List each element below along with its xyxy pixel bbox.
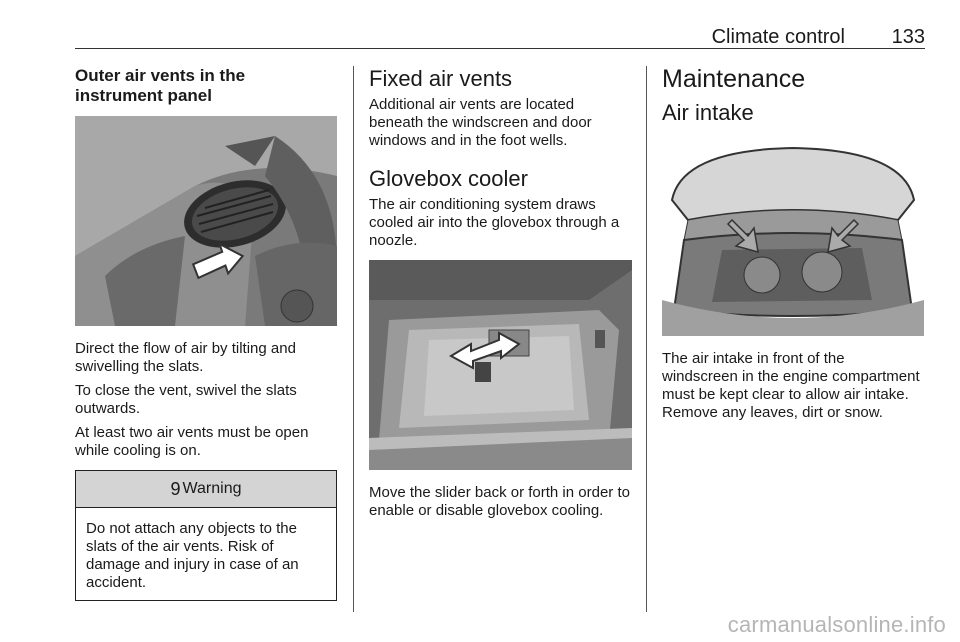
figure-engine-compartment (662, 140, 924, 336)
column-divider (646, 66, 647, 612)
figure-caption: Move the slider back or forth in order to enable or disable glovebox cooling. (369, 484, 630, 519)
heading-air-intake: Air intake (662, 100, 754, 125)
warning-title: Warning (182, 480, 242, 497)
warning-box (75, 470, 337, 601)
figure-glovebox (369, 260, 632, 470)
paragraph: To close the vent, swivel the slats outwards. (75, 382, 297, 417)
warning-triangle-icon: 9 (170, 478, 181, 499)
heading-glovebox-cooler: Glovebox cooler (369, 166, 528, 191)
heading-fixed-air-vents: Fixed air vents (369, 66, 513, 91)
heading-maintenance: Maintenance (662, 65, 806, 93)
column-air-vents (75, 66, 337, 601)
section-title: Climate control (711, 26, 845, 48)
paragraph: The air conditioning system draws cooled air into the glovebox through a noozle. (369, 196, 620, 249)
figure-outer-air-vent (75, 116, 337, 326)
column-maintenance (662, 66, 924, 428)
column-divider (353, 66, 354, 612)
page-number: 133 (891, 26, 925, 48)
watermark: carmanualsonline.info (727, 612, 946, 637)
warning-header (76, 471, 336, 508)
paragraph: Additional air vents are located beneath the windscreen and door windows and in the foot wells. (369, 96, 592, 149)
paragraph: Direct the flow of air by tilting and swivelling the slats. (75, 340, 296, 375)
paragraph: At least two air vents must be open while cooling is on. (75, 424, 309, 459)
paragraph: The air intake in front of the windscreen in the engine compartment must be kept clear to allow air intake. Remove any leaves, dirt or snow. (662, 350, 920, 421)
column-fixed-vents-glovebox (369, 66, 632, 526)
heading-outer-air-vents: Outer air vents in the instrument panel (75, 66, 246, 105)
page-header (75, 26, 925, 49)
warning-text: Do not attach any objects to the slats of the air vents. Risk of damage and injury in case of an accident. (86, 520, 299, 591)
